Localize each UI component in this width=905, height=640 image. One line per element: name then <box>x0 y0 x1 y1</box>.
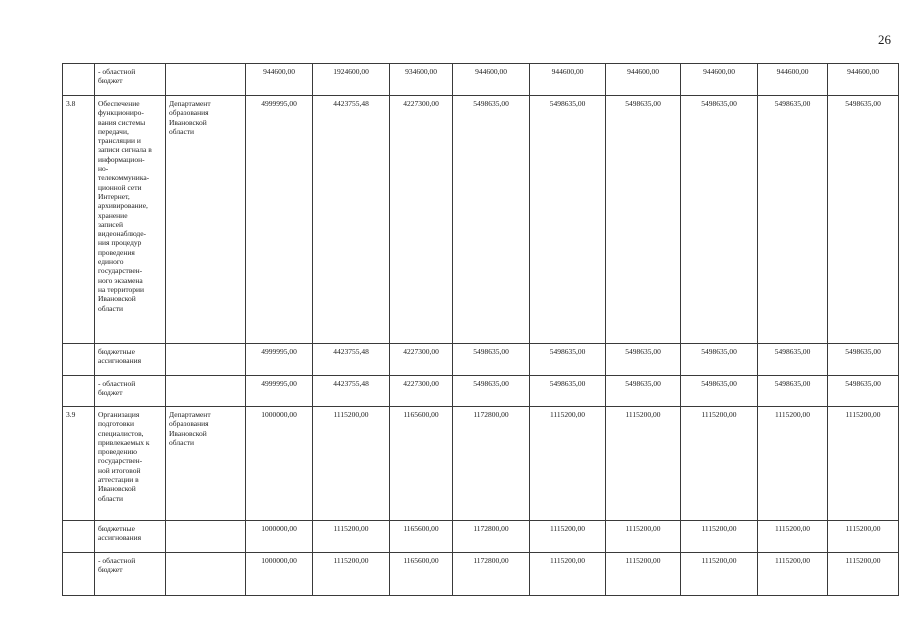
row-name: бюджетные ассигнования <box>98 524 142 543</box>
row-name-cell <box>95 96 166 344</box>
value-cell: 1115200,00 <box>681 407 758 521</box>
value-cell: 1924600,00 <box>313 64 390 96</box>
value-cell: 944600,00 <box>758 64 828 96</box>
value-cell: 5498635,00 <box>758 344 828 376</box>
value-cell: 5498635,00 <box>758 96 828 344</box>
budget-table <box>62 63 899 596</box>
row-name: Организация подготовки специалистов, привлекаемых к проведению государствен- ной итоговой аттестации в Ивановской области <box>98 410 150 503</box>
value-cell: 4423755,48 <box>313 344 390 376</box>
value-cell: 1115200,00 <box>758 407 828 521</box>
row-name: бюджетные ассигнования <box>98 347 142 366</box>
value-cell: 5498635,00 <box>453 376 530 407</box>
value-cell: 934600,00 <box>390 64 453 96</box>
table-row <box>63 344 899 376</box>
executor-name: Департамент образования Ивановской области <box>169 410 211 447</box>
value-cell: 1000000,00 <box>246 553 313 596</box>
value-cell: 5498635,00 <box>453 344 530 376</box>
value-cell: 4999995,00 <box>246 344 313 376</box>
value-cell: 944600,00 <box>606 64 681 96</box>
value-cell: 4999995,00 <box>246 96 313 344</box>
value-cell: 1172800,00 <box>453 521 530 553</box>
row-name-cell <box>95 64 166 96</box>
table-row <box>63 521 899 553</box>
value-cell: 1165600,00 <box>390 521 453 553</box>
row-number-cell <box>63 521 95 553</box>
value-cell: 4999995,00 <box>246 376 313 407</box>
value-cell: 5498635,00 <box>530 344 606 376</box>
value-cell: 4227300,00 <box>390 344 453 376</box>
value-cell: 5498635,00 <box>453 96 530 344</box>
executor-cell <box>166 376 246 407</box>
executor-name: Департамент образования Ивановской области <box>169 99 211 136</box>
value-cell: 1172800,00 <box>453 407 530 521</box>
value-cell: 1115200,00 <box>313 521 390 553</box>
page-number: 26 <box>878 32 891 47</box>
value-cell: 5498635,00 <box>758 376 828 407</box>
table-row <box>63 96 899 344</box>
row-number-cell: 3.8 <box>63 96 95 344</box>
value-cell: 1115200,00 <box>606 553 681 596</box>
row-name: - областной бюджет <box>98 556 136 575</box>
value-cell: 4227300,00 <box>390 96 453 344</box>
value-cell: 1115200,00 <box>828 407 899 521</box>
value-cell: 1000000,00 <box>246 521 313 553</box>
row-name-cell <box>95 344 166 376</box>
executor-cell <box>166 407 246 521</box>
row-name: - областной бюджет <box>98 67 136 86</box>
value-cell: 5498635,00 <box>828 376 899 407</box>
value-cell: 5498635,00 <box>828 344 899 376</box>
value-cell: 5498635,00 <box>530 96 606 344</box>
value-cell: 5498635,00 <box>606 344 681 376</box>
value-cell: 1115200,00 <box>606 407 681 521</box>
value-cell: 5498635,00 <box>606 96 681 344</box>
row-name-cell <box>95 407 166 521</box>
value-cell: 5498635,00 <box>606 376 681 407</box>
value-cell: 5498635,00 <box>828 96 899 344</box>
table-row <box>63 376 899 407</box>
value-cell: 5498635,00 <box>681 376 758 407</box>
value-cell: 944600,00 <box>681 64 758 96</box>
value-cell: 1165600,00 <box>390 407 453 521</box>
value-cell: 1115200,00 <box>313 553 390 596</box>
value-cell: 1172800,00 <box>453 553 530 596</box>
value-cell: 1165600,00 <box>390 553 453 596</box>
value-cell: 5498635,00 <box>681 344 758 376</box>
value-cell: 1115200,00 <box>828 553 899 596</box>
row-number-cell <box>63 344 95 376</box>
row-name: - областной бюджет <box>98 379 136 398</box>
value-cell: 944600,00 <box>246 64 313 96</box>
value-cell: 1000000,00 <box>246 407 313 521</box>
row-name-cell <box>95 376 166 407</box>
value-cell: 1115200,00 <box>530 553 606 596</box>
value-cell: 1115200,00 <box>530 407 606 521</box>
value-cell: 4423755,48 <box>313 376 390 407</box>
value-cell: 4423755,48 <box>313 96 390 344</box>
value-cell: 944600,00 <box>453 64 530 96</box>
value-cell: 1115200,00 <box>606 521 681 553</box>
executor-cell <box>166 344 246 376</box>
executor-cell <box>166 64 246 96</box>
value-cell: 5498635,00 <box>681 96 758 344</box>
value-cell: 1115200,00 <box>681 521 758 553</box>
value-cell: 5498635,00 <box>530 376 606 407</box>
table-row <box>63 553 899 596</box>
executor-cell <box>166 521 246 553</box>
row-number-cell <box>63 553 95 596</box>
value-cell: 1115200,00 <box>681 553 758 596</box>
value-cell: 4227300,00 <box>390 376 453 407</box>
value-cell: 944600,00 <box>828 64 899 96</box>
table-row <box>63 407 899 521</box>
table-row <box>63 64 899 96</box>
value-cell: 1115200,00 <box>758 521 828 553</box>
executor-cell <box>166 553 246 596</box>
row-number-cell: 3.9 <box>63 407 95 521</box>
value-cell: 1115200,00 <box>530 521 606 553</box>
value-cell: 1115200,00 <box>758 553 828 596</box>
row-name-cell <box>95 521 166 553</box>
value-cell: 1115200,00 <box>313 407 390 521</box>
row-name-cell <box>95 553 166 596</box>
value-cell: 1115200,00 <box>828 521 899 553</box>
executor-cell <box>166 96 246 344</box>
value-cell: 944600,00 <box>530 64 606 96</box>
row-name: Обеспечение функциониро- вания системы передачи, трансляции и записи сигнала в информацион- но- телекоммуника- ционной сети Интернет, архивирование, хранение записей видеонаблюде- ния процедур проведения единого государствен- ного экзамена на территории Ивановской области <box>98 99 152 313</box>
row-number-cell <box>63 376 95 407</box>
row-number-cell <box>63 64 95 96</box>
